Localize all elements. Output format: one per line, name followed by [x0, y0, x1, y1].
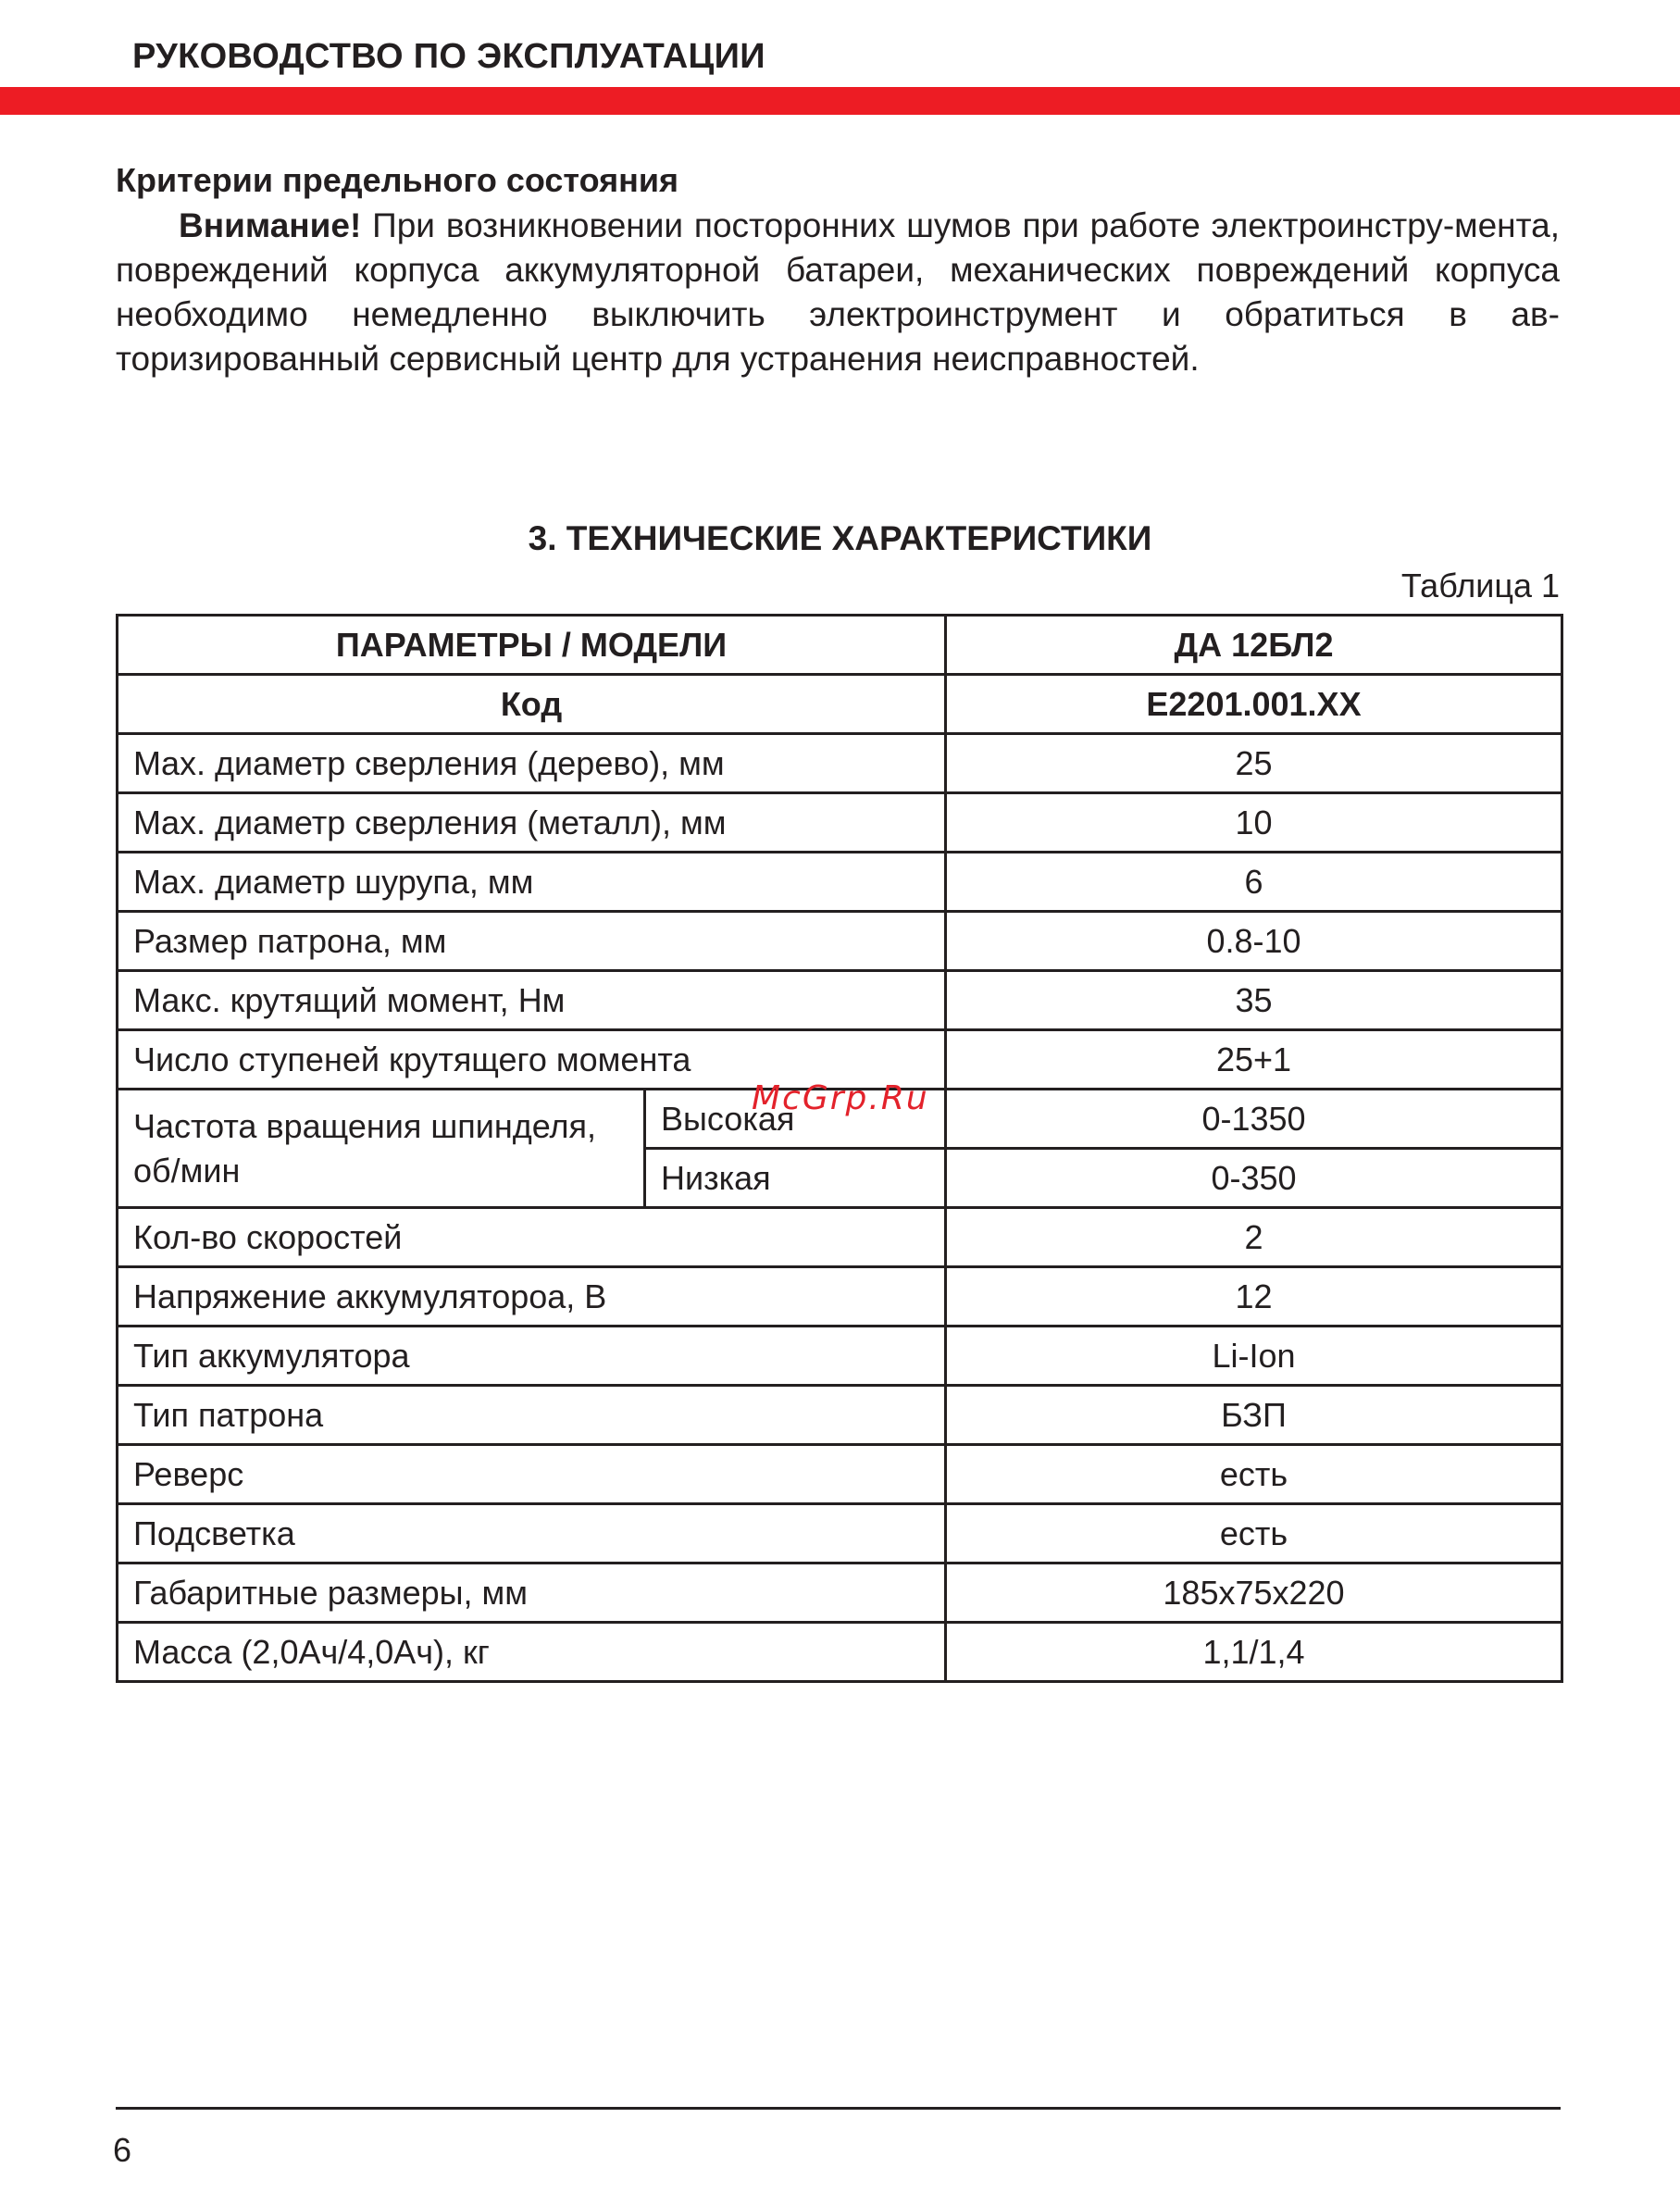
value-cell: есть	[946, 1504, 1562, 1563]
value-cell: 25+1	[946, 1030, 1562, 1090]
footer-rule	[116, 2107, 1561, 2110]
table-row	[118, 1327, 1562, 1386]
warning-text: При возникновении посторонних шумов при работе электроинстру-мента, повреждений корпуса аккумуляторной батареи, механических повреждений корпуса необходимо немедленно выключить электроинструмент и обратиться в ав-торизированный сервисный центр для устранения неисправностей.	[116, 206, 1560, 378]
value-cell: 2	[946, 1208, 1562, 1267]
warning-label: Внимание!	[179, 206, 362, 244]
speed-low-value-cell: 0-350	[946, 1149, 1562, 1208]
table-row	[118, 1504, 1562, 1563]
param-cell: Реверс	[118, 1445, 946, 1504]
section-title: 3. ТЕХНИЧЕСКИЕ ХАРАКТЕРИСТИКИ	[528, 519, 1152, 557]
param-cell: Тип аккумулятора	[118, 1327, 946, 1386]
value-cell: 185x75x220	[946, 1563, 1562, 1623]
table-row	[118, 1208, 1562, 1267]
table-row	[118, 793, 1562, 853]
code-label-cell: Код	[118, 675, 946, 734]
table-row	[118, 912, 1562, 971]
param-cell: Макс. крутящий момент, Нм	[118, 971, 946, 1030]
value-cell: 25	[946, 734, 1562, 793]
specs-table	[116, 614, 1563, 1683]
header-model-cell: ДА 12БЛ2	[946, 616, 1562, 675]
table-label: Таблица 1	[1400, 567, 1560, 604]
watermark: McGrp.Ru	[752, 1079, 929, 1117]
param-cell: Напряжение аккумулятороа, В	[118, 1267, 946, 1327]
param-cell: Тип патрона	[118, 1386, 946, 1445]
value-cell: 0.8-10	[946, 912, 1562, 971]
speed-high-value-cell: 0-1350	[946, 1090, 1562, 1149]
warning-paragraph	[116, 204, 1560, 381]
speed-low-label-cell: Низкая	[645, 1149, 946, 1208]
page-number: 6	[113, 2131, 132, 2169]
value-cell: 6	[946, 853, 1562, 912]
param-cell: Число ступеней крутящего момента	[118, 1030, 946, 1090]
header-title: РУКОВОДСТВО ПО ЭКСПЛУАТАЦИИ	[132, 37, 765, 76]
table-row	[118, 1563, 1562, 1623]
value-cell: Li-Ion	[946, 1327, 1562, 1386]
param-cell: Кол-во скоростей	[118, 1208, 946, 1267]
table-row	[118, 734, 1562, 793]
speed-high-label-cell: Высокая	[645, 1090, 946, 1149]
value-cell: 35	[946, 971, 1562, 1030]
criteria-title: Критерии предельного состояния	[116, 161, 678, 199]
param-cell: Масса (2,0Ач/4,0Ач), кг	[118, 1623, 946, 1682]
value-cell: БЗП	[946, 1386, 1562, 1445]
speed-label-cell: Частота вращения шпинделя, об/мин	[118, 1090, 645, 1208]
header-param-cell: ПАРАМЕТРЫ / МОДЕЛИ	[118, 616, 946, 675]
table-row	[118, 1386, 1562, 1445]
param-cell: Габаритные размеры, мм	[118, 1563, 946, 1623]
table-row	[118, 1267, 1562, 1327]
table-row	[118, 1445, 1562, 1504]
param-cell: Подсветка	[118, 1504, 946, 1563]
table-row	[118, 1623, 1562, 1682]
param-cell: Max. диаметр шурупа, мм	[118, 853, 946, 912]
param-cell: Max. диаметр сверления (металл), мм	[118, 793, 946, 853]
value-cell: 12	[946, 1267, 1562, 1327]
table-row	[118, 971, 1562, 1030]
header-red-band	[0, 87, 1680, 115]
code-row	[118, 675, 1562, 734]
param-cell: Max. диаметр сверления (дерево), мм	[118, 734, 946, 793]
value-cell: есть	[946, 1445, 1562, 1504]
value-cell: 1,1/1,4	[946, 1623, 1562, 1682]
param-cell: Размер патрона, мм	[118, 912, 946, 971]
value-cell: 10	[946, 793, 1562, 853]
table-header-row	[118, 616, 1562, 675]
code-value-cell: E2201.001.XX	[946, 675, 1562, 734]
table-row	[118, 853, 1562, 912]
